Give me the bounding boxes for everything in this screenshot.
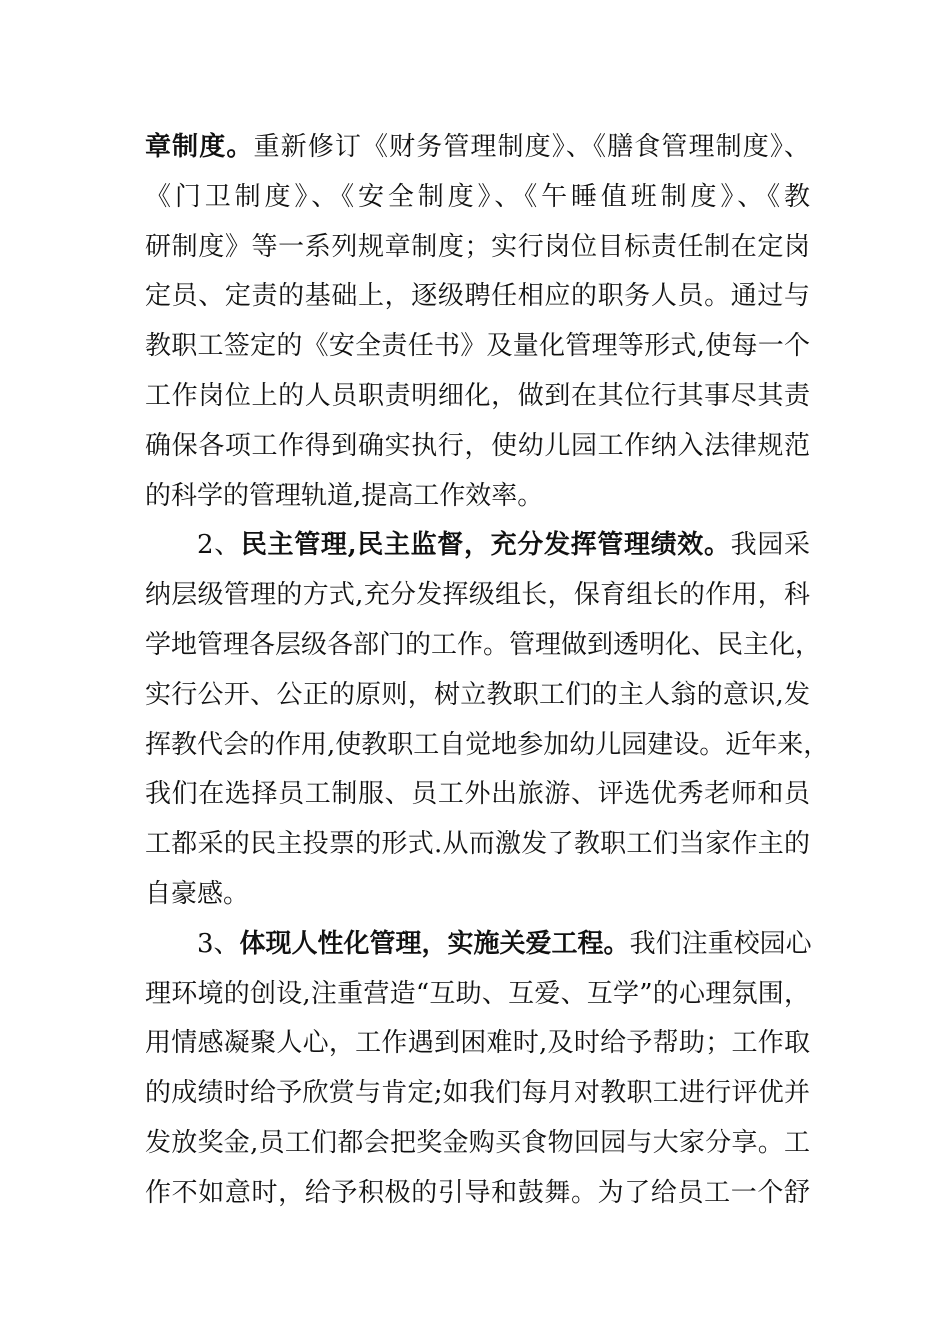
text-line bbox=[145, 820, 810, 870]
text-line bbox=[145, 272, 810, 322]
body-text-segment: 《门卫制度》、《安全制度》、《午睡值班制度》、《教 bbox=[145, 181, 810, 212]
body-text bbox=[145, 123, 830, 1219]
text-line bbox=[145, 571, 810, 621]
body-text-segment: 作不如意时，给予积极的引导和鼓舞。为了给员工一个舒 bbox=[145, 1177, 810, 1208]
bold-heading-text: 民主管理,民主监督，充分发挥管理绩效。 bbox=[240, 530, 731, 561]
body-text-segment: 工都采的民主投票的形式.从而激发了教职工们当家作主的 bbox=[145, 829, 810, 860]
body-text-segment: 的科学的管理轨道,提高工作效率。 bbox=[145, 480, 544, 511]
body-text-segment: 用情感凝聚人心，工作遇到困难时,及时给予帮助；工作取 bbox=[145, 1028, 810, 1059]
text-line bbox=[145, 123, 810, 173]
body-text-segment: 发放奖金,员工们都会把奖金购买食物回园与大家分享。工 bbox=[145, 1127, 810, 1158]
body-text-segment: 的成绩时给予欣赏与肯定;如我们每月对教职工进行评优并 bbox=[145, 1078, 810, 1109]
text-line bbox=[145, 1169, 810, 1219]
text-line bbox=[145, 1069, 810, 1119]
text-line bbox=[145, 422, 810, 472]
text-line bbox=[145, 770, 810, 820]
bold-heading-text: 章制度。 bbox=[145, 132, 254, 162]
text-line bbox=[145, 1119, 810, 1169]
bold-heading-text: 体现人性化管理，实施关爱工程。 bbox=[239, 928, 630, 959]
text-line bbox=[145, 173, 810, 223]
body-text-segment: 学地管理各层级各部门的工作。管理做到透明化、民主化， bbox=[145, 629, 822, 660]
body-text-segment: 研制度》等一系列规章制度；实行岗位目标责任制在定岗 bbox=[145, 231, 810, 262]
body-text-segment: 教职工签定的《安全责任书》及量化管理等形式,使每一个 bbox=[145, 331, 810, 362]
body-text-segment: 重新修订《财务管理制度》、《膳食管理制度》、 bbox=[253, 132, 810, 162]
text-line bbox=[145, 671, 810, 721]
text-line bbox=[145, 721, 830, 771]
text-line bbox=[145, 372, 810, 422]
body-text-segment: 我们注重校园心 bbox=[629, 928, 812, 959]
body-text-segment: 实行公开、公正的原则，树立教职工们的主人翁的意识,发 bbox=[145, 679, 810, 710]
body-text-segment: 3、 bbox=[197, 928, 240, 959]
body-text-segment: 工作岗位上的人员职责明细化，做到在其位行其事尽其责 bbox=[145, 380, 810, 411]
body-text-segment: 2、 bbox=[197, 530, 241, 561]
body-text-segment: 确保各项工作得到确实执行，使幼儿园工作纳入法律规范 bbox=[145, 430, 810, 461]
body-text-segment: 挥教代会的作用,使教职工自觉地参加幼儿园建设。近年来， bbox=[145, 729, 830, 760]
text-line bbox=[145, 870, 810, 920]
text-line bbox=[145, 472, 810, 522]
text-line bbox=[145, 920, 810, 970]
body-text-segment: 我园采 bbox=[730, 530, 810, 561]
text-line bbox=[145, 1019, 810, 1069]
text-line bbox=[145, 521, 810, 571]
text-line bbox=[145, 970, 810, 1020]
text-line bbox=[145, 322, 810, 372]
body-text-segment: 我们在选择员工制服、员工外出旅游、评选优秀老师和员 bbox=[145, 779, 810, 810]
body-text-segment: 定员、定责的基础上，逐级聘任相应的职务人员。通过与 bbox=[145, 281, 810, 312]
body-text-segment: 自豪感。 bbox=[145, 878, 250, 909]
text-line bbox=[145, 621, 822, 671]
body-text-segment: 纳层级管理的方式,充分发挥级组长，保育组长的作用，科 bbox=[145, 580, 810, 611]
text-line bbox=[145, 223, 810, 273]
body-text-segment: 理环境的创设,注重营造“互助、互爱、互学”的心理氛围， bbox=[145, 978, 810, 1009]
